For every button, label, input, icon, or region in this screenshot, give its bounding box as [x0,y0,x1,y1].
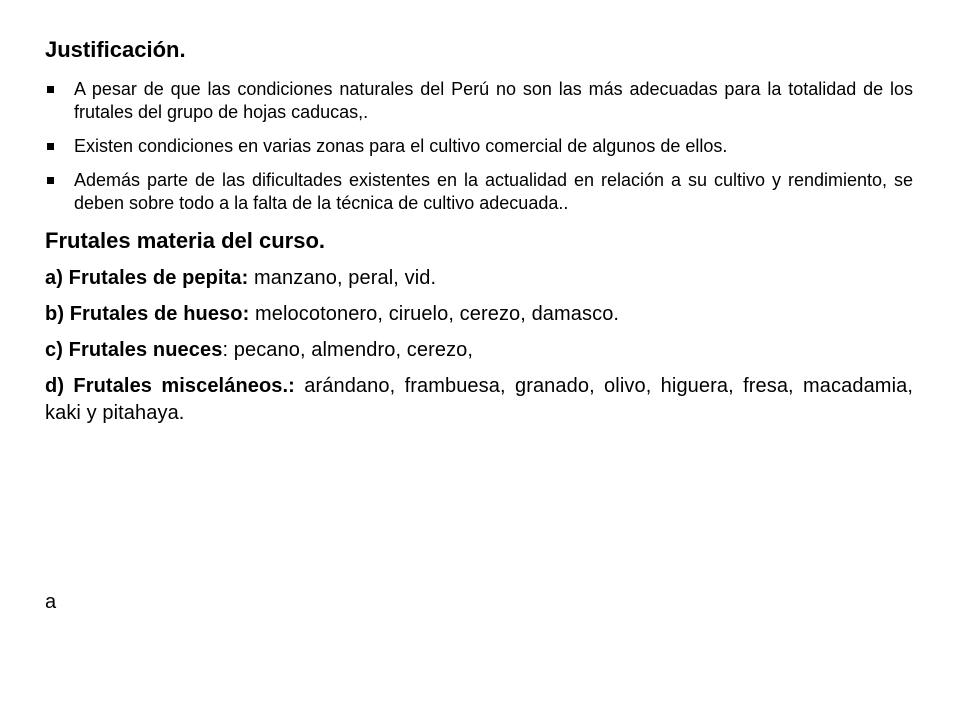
category-examples: : pecano, almendro, cerezo, [222,339,474,361]
fruit-category-pome [45,265,913,292]
category-label: c) Frutales nueces [45,339,223,361]
category-examples: arándano, frambuesa, granado, olivo, higuera, fresa, macadamia, kaki y pitahaya. [45,375,913,424]
list-item-text: A pesar de que las condiciones naturales del Perú no son las más adecuadas para la totalidad de los frutales del grupo de hojas caducas,. [74,79,913,122]
square-bullet-icon [47,86,54,93]
list-item [45,135,913,158]
stray-text: a [45,591,57,613]
fruit-category-misc [45,373,913,427]
category-label: a) Frutales de pepita: [45,267,249,289]
list-item [45,169,913,215]
category-examples: melocotonero, ciruelo, cerezo, damasco. [249,303,620,325]
fruit-category-stone [45,301,913,328]
fruit-category-nuts [45,337,913,364]
category-label: b) Frutales de hueso: [45,303,250,325]
course-fruits-heading: Frutales materia del curso. [45,228,325,253]
list-item [45,78,913,124]
square-bullet-icon [47,143,54,150]
list-item-text: Existen condiciones en varias zonas para el cultivo comercial de algunos de ellos. [74,136,728,156]
justification-list [45,78,913,215]
category-examples: manzano, peral, vid. [248,267,437,289]
category-label: d) Frutales misceláneos.: [45,375,295,397]
square-bullet-icon [47,177,54,184]
slide-content [45,36,913,436]
list-item-text: Además parte de las dificultades existentes en la actualidad en relación a su cultivo y rendimiento, se deben sobre todo a la falta de la técnica de cultivo adecuada.. [74,170,913,213]
justification-heading: Justificación. [45,37,186,62]
